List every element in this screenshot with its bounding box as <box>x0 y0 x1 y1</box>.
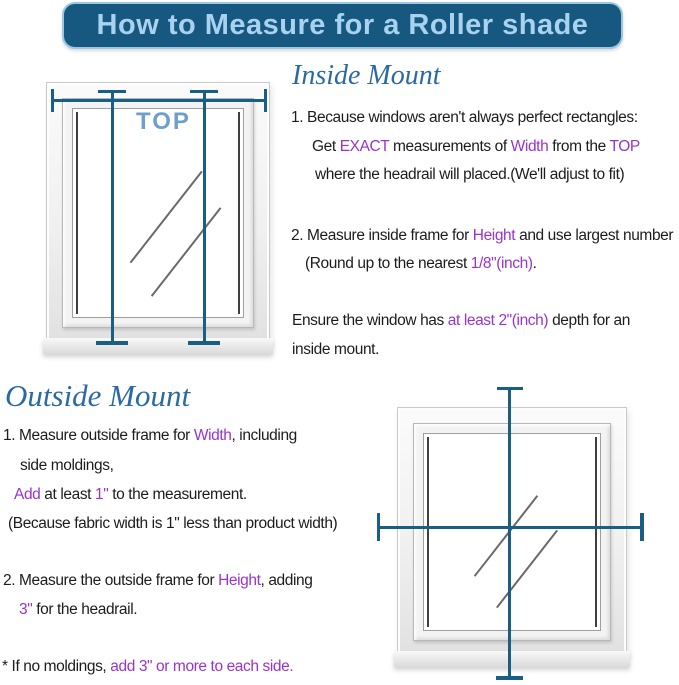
inside-mount-title: Inside Mount <box>292 60 441 91</box>
win1-height-tick-top-left <box>98 90 126 93</box>
win1-width-measure-line <box>51 99 267 102</box>
outside-moldings-note: * If no moldings, add 3" or more to each side. <box>2 658 294 675</box>
glass-reflection-line <box>496 530 558 608</box>
win2-width-measure-line <box>378 526 642 529</box>
win1-height-tick-bottom-left <box>96 341 128 345</box>
win2-height-measure-line <box>508 389 511 679</box>
page-title-banner <box>62 2 623 49</box>
win1-width-tick-left <box>51 89 54 112</box>
page-title: How to Measure for a Roller shade <box>96 9 589 41</box>
outside-step1-line4: (Because fabric width is 1" less than product width) <box>8 515 338 532</box>
window-frame <box>413 423 611 641</box>
win1-height-tick-bottom-right <box>188 341 220 345</box>
inside-step2-line2: (Round up to the nearest 1/8"(inch). <box>305 255 537 272</box>
pane-edge-line <box>427 437 429 627</box>
window-glass <box>423 433 601 631</box>
inside-step1-line3: where the headrail will placed.(We'll adjust to fit) <box>315 166 625 183</box>
window-glass <box>72 108 244 318</box>
inside-step1-line2: Get EXACT measurements of Width from the TOP <box>312 138 640 155</box>
inside-depth-note-line2: inside mount. <box>292 341 379 358</box>
win2-width-tick-right <box>640 513 644 541</box>
win1-height-tick-top-right <box>190 90 218 93</box>
inside-step2-line1: 2. Measure inside frame for Height and use largest number <box>291 227 674 244</box>
pane-edge-line <box>595 437 597 627</box>
win2-height-tick-top <box>497 387 523 390</box>
win1-width-tick-right <box>264 89 267 112</box>
window-sill <box>43 338 273 354</box>
top-label: TOP <box>136 108 191 135</box>
outside-step1-line2: side moldings, <box>20 457 114 474</box>
pane-edge-line <box>238 112 240 314</box>
glass-reflection-line <box>129 171 202 264</box>
inside-step1-line1: 1. Because windows aren't always perfect rectangles: <box>291 109 638 126</box>
pane-edge-line <box>76 112 78 314</box>
window-sill <box>394 651 630 667</box>
win1-height-measure-line-left <box>111 91 114 343</box>
outside-step1-line3: Add at least 1" to the measurement. <box>14 486 247 503</box>
inside-depth-note-line1: Ensure the window has at least 2"(inch) depth for an <box>292 312 630 329</box>
outside-step2-line1: 2. Measure the outside frame for Height, adding <box>3 572 313 589</box>
win2-height-tick-bottom <box>496 676 523 680</box>
outside-step1-line1: 1. Measure outside frame for Width, including <box>3 427 297 444</box>
win1-height-measure-line-right <box>203 91 206 343</box>
outside-mount-window-illustration <box>397 407 627 657</box>
win2-width-tick-left <box>377 513 380 541</box>
outside-mount-title: Outside Mount <box>5 378 191 413</box>
outside-step2-line2: 3" for the headrail. <box>19 601 138 618</box>
